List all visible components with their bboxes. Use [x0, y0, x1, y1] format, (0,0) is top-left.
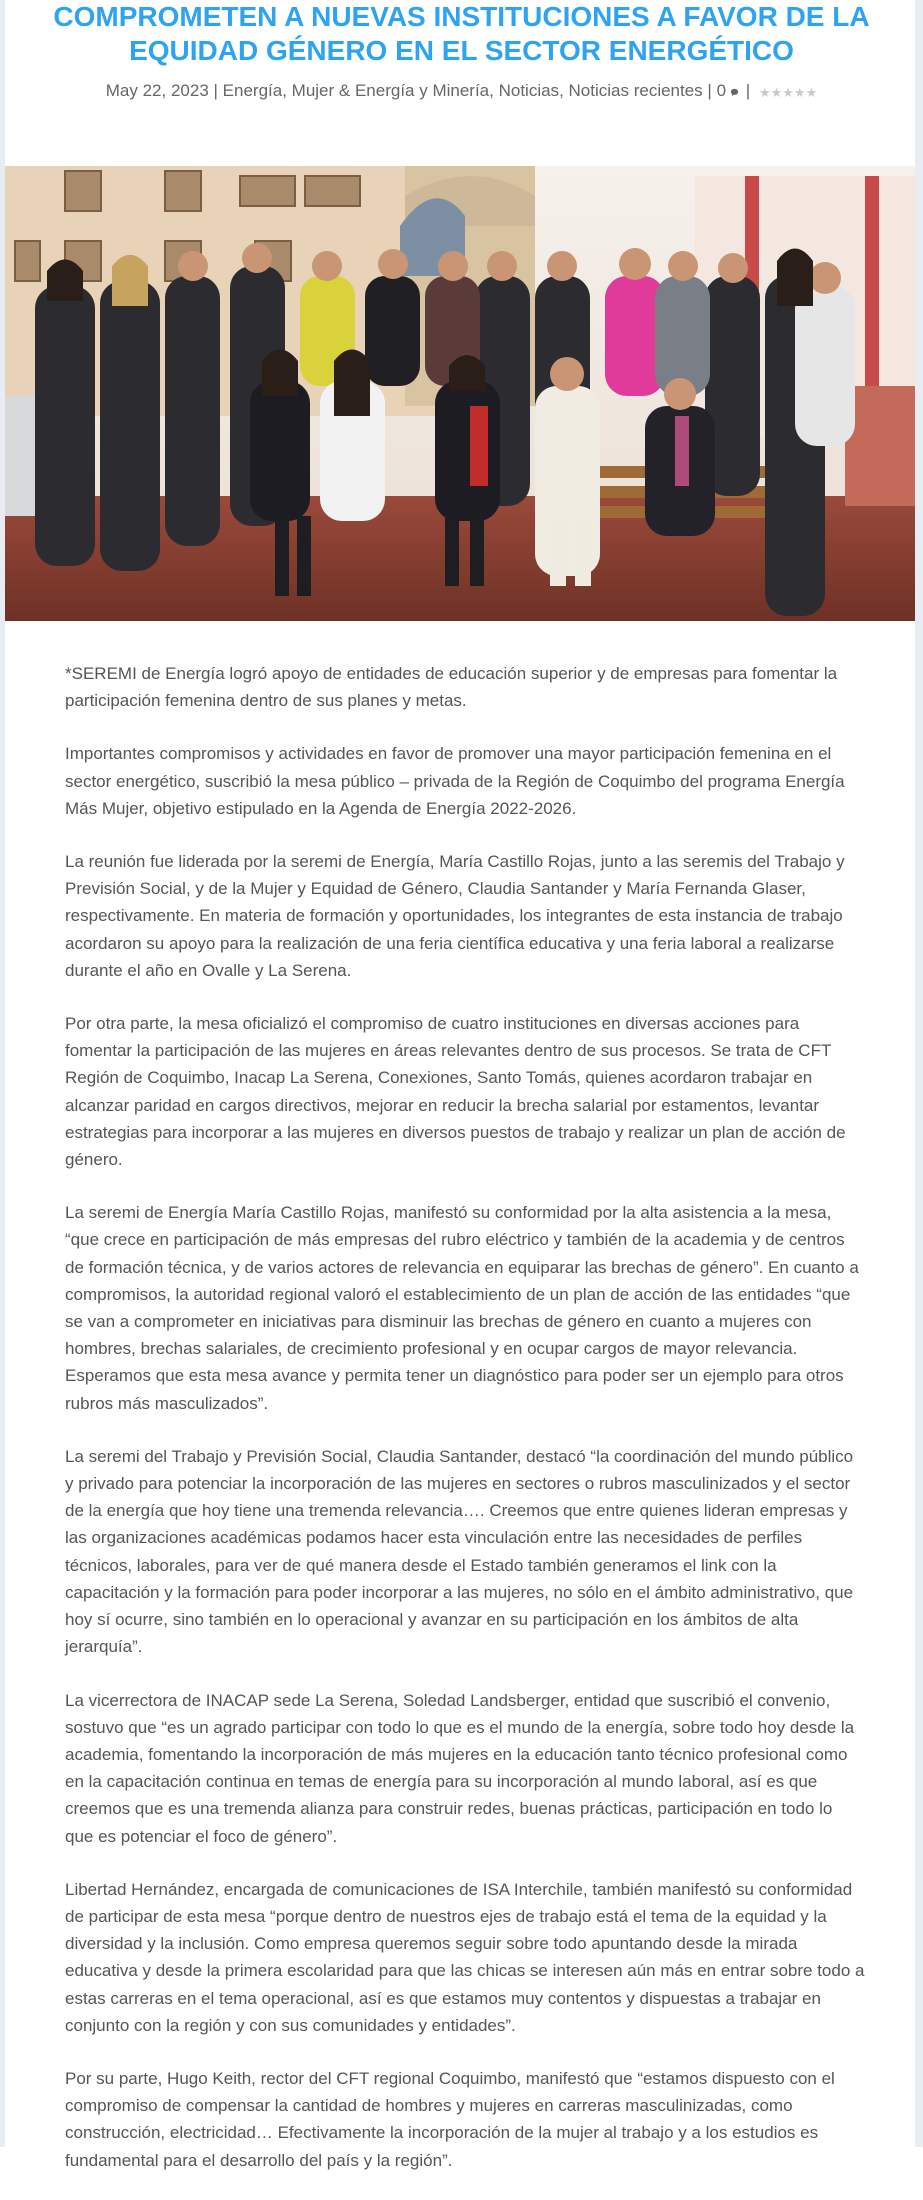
right-margin-bar — [915, 0, 923, 2147]
star-icon: ★ — [793, 84, 806, 100]
article-paragraph: *SEREMI de Energía logró apoyo de entidades de educación superior y de empresas para fomentar la participación femenina dentro de sus planes y metas. — [65, 664, 838, 711]
star-rating — [759, 79, 817, 105]
category-link-noticias-recientes[interactable]: Noticias recientes — [568, 81, 703, 100]
meta-separator: | — [707, 81, 712, 100]
star-icon: ★ — [782, 84, 794, 100]
article-paragraph: La vicerrectora de INACAP sede La Serena, Soledad Landsberger, entidad que suscribió el convenio, sostuvo que “es un agrado participar con todo lo que es el mundo de la energía, sobre todo hoy desde la academia, fomentando la incorporación de más mujeres en la educación tanto técnico profesional como en la capacitación continua en temas de energía para su incorporación al mundo laboral, así es que creemos que es una tremenda alianza para construir redes, buenas prácticas, participación en todo lo que es potenciar el foco de género”. — [65, 1690, 855, 1846]
article-body — [65, 660, 865, 2200]
star-icon: ★ — [770, 84, 783, 100]
comment-count: 0 — [716, 81, 727, 100]
category-link-noticias[interactable]: Noticias — [498, 81, 560, 100]
star-icon: ★ — [758, 84, 771, 100]
article-paragraph: Importantes compromisos y actividades en favor de promover una mayor participación femenina en el sector energético, suscribió la mesa público – privada de la Región de Coquimbo del programa Energía Más Mujer, objetivo estipulado en la Agenda de Energía 2022-2026. — [65, 744, 845, 818]
post-title: COMPROMETEN A NUEVAS INSTITUCIONES A FAVOR DE LA EQUIDAD GÉNERO EN EL SECTOR ENERGÉTICO — [53, 1, 870, 66]
article-paragraph: Por su parte, Hugo Keith, rector del CFT regional Coquimbo, manifestó que “estamos dispuesto con el compromiso de compensar la cantidad de hombres y mujeres en carreras masculinizadas, como construcción, electricidad… Efectivamente la incorporación de la mujer al trabajo y a los estudios es fundamental para el desarrollo del país y la región”. — [65, 2068, 835, 2170]
post-date: May 22, 2023 — [105, 81, 209, 100]
post-meta: May 22, 2023 | Energía, Mujer & Energía y Minería, Noticias, Noticias recientes | 0 | ★★★★★ — [0, 78, 923, 105]
featured-group-photo — [5, 166, 915, 621]
article-paragraph: Libertad Hernández, encargada de comunicaciones de ISA Interchile, también manifestó su conformidad de participar de esta mesa “porque dentro de nuestros ejes de trabajo está el tema de la equidad y la diversidad y la inclusión. Como empresa queremos seguir sobre todo apuntando desde la mirada educativa y desde la primera escolaridad para que las chicas se interesen aún más en entrar sobre todo a estas carreras en el tema operacional, así es que estamos muy contentos y dispuestas a trabajar en conjunto con la región y con sus comunidades y entidades”. — [65, 1879, 865, 2035]
article-paragraph: La seremi del Trabajo y Previsión Social, Claudia Santander, destacó “la coordinación del mundo público y privado para potenciar la incorporación de las mujeres en sectores o rubros masculinizados y el sector de la energía que hoy tiene una tremenda relevancia…. Creemos que entre quienes lideran empresas y las organizaciones académicas podamos hacer esta vinculación entre las necesidades de perfiles técnicos, laborales, para ver de qué manera desde el Estado también generamos el link con la capacitación y la formación para poder incorporar a las mujeres, no sólo en el ámbito administrativo, que hoy sí ocurre, sino también en lo operacional y avanzar en su participación en los ámbitos de alta jerarquía”. — [65, 1446, 854, 1657]
article-paragraph: La seremi de Energía María Castillo Rojas, manifestó su conformidad por la alta asistencia a la mesa, “que crece en participación de más empresas del rubro eléctrico y también de la academia y de centros de formación técnica, y de varios actores de relevancia en equiparar las brechas de género”. En cuanto a compromisos, la autoridad regional valoró el establecimiento de un plan de acción de las entidades “que se van a comprometer en iniciativas para disminuir las brechas de género en cuanto a mujeres con hombres, brechas salariales, de crecimiento profesional y en ocupar cargos de mayor relevancia. Esperamos que esta mesa avance y permita tener un diagnóstico para poder ser un ejemplo para otros rubros más masculizados”. — [65, 1203, 859, 1413]
article-paragraph: La reunión fue liderada por la seremi de Energía, María Castillo Rojas, junto a las seremis del Trabajo y Previsión Social, y de la Mujer y Equidad de Género, Claudia Santander y María Fernanda Glaser, respectivamente. En materia de formación y oportunidades, los integrantes de esta instancia de trabajo acordaron su apoyo para la realización de una feria científica educativa y una feria laboral a realizarse durante el año en Ovalle y La Serena. — [65, 852, 845, 980]
article-paragraph: Por otra parte, la mesa oficializó el compromiso de cuatro instituciones en diversas acciones para fomentar la participación de las mujeres en áreas relevantes dentro de sus procesos. Se trata de CFT Región de Coquimbo, Inacap La Serena, Conexiones, Santo Tomás, quienes acordaron trabajar en alcanzar paridad en cargos directivos, mejorar en reducir la brecha salarial por estamentos, levantar estrategias para incorporar a las mujeres en diversos puestos de trabajo y realizar un plan de acción de género. — [65, 1014, 846, 1170]
category-link-energia[interactable]: Energía, Mujer & Energía y Minería — [222, 81, 490, 100]
meta-separator: | — [745, 81, 751, 100]
meta-separator: | — [213, 81, 218, 100]
group-photo-illustration — [5, 166, 915, 621]
star-icon: ★ — [805, 84, 818, 100]
comment-bubble-icon — [730, 79, 739, 105]
comments-link[interactable] — [717, 81, 741, 100]
